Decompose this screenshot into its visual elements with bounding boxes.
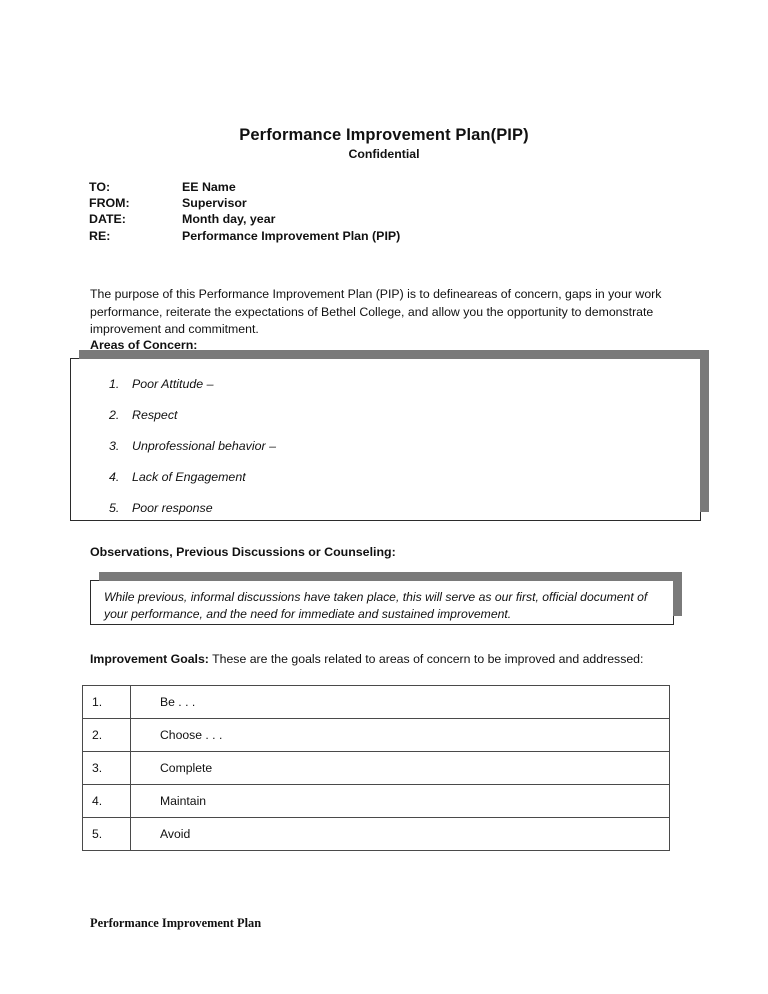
list-item-number: 3. [109,439,120,453]
list-item [71,438,700,454]
list-item [71,407,700,423]
memo-row-to [89,179,649,195]
memo-row-re [89,228,649,244]
list-item [71,500,700,516]
table-cell-number: 4. [83,785,131,818]
list-item-label: Poor Attitude – [132,377,214,391]
memo-value-date: Month day, year [182,212,276,227]
areas-of-concern-list [71,359,700,516]
improvement-goals-table [82,685,670,851]
table-cell-goal[interactable]: Maintain [131,785,670,818]
table-cell-goal[interactable]: Avoid [131,818,670,851]
memo-value-to: EE Name [182,180,236,194]
memo-value-from: Supervisor [182,196,247,211]
list-item-number: 1. [109,377,120,391]
table-row [83,752,670,785]
observations-box [90,580,674,625]
table-cell-goal[interactable]: Complete [131,752,670,785]
list-item-label: Unprofessional behavior – [132,439,276,453]
memo-label-from: FROM: [89,196,130,211]
intro-paragraph: The purpose of this Performance Improvement Plan (PIP) is to defineareas of concern, gaps in your work performance, reiterate the expectations of Bethel College, and allow you the opportunity to demonstrate improvement and commitment. [90,287,662,337]
confidentiality-label: Confidential [348,147,420,162]
table-cell-number: 2. [83,719,131,752]
list-item [71,469,700,485]
table-cell-number: 1. [83,686,131,719]
observations-heading: Observations, Previous Discussions or Counseling: [90,545,396,559]
improvement-goals-intro [90,651,670,668]
table-row [83,686,670,719]
improvement-goals-label: Improvement Goals: [90,652,209,667]
areas-of-concern-heading: Areas of Concern: [90,338,198,352]
memo-row-date [89,211,649,227]
page-footer: Performance Improvement Plan [90,916,262,930]
table-cell-goal[interactable]: Choose . . . [131,719,670,752]
page-title: Performance Improvement Plan(PIP) [239,126,529,144]
memo-value-re: Performance Improvement Plan (PIP) [182,228,401,243]
table-cell-number: 3. [83,752,131,785]
list-item-number: 4. [109,470,120,484]
table-row [83,785,670,818]
areas-of-concern-box [70,358,701,521]
memo-header [89,179,649,244]
table-row [83,818,670,851]
memo-label-date: DATE: [89,212,126,227]
title-block [0,126,768,162]
memo-label-re: RE: [89,228,111,243]
table-cell-goal[interactable]: Be . . . [131,686,670,719]
table-cell-number: 5. [83,818,131,851]
list-item-label: Poor response [132,501,213,515]
memo-row-from [89,195,649,211]
memo-label-to: TO: [89,180,111,194]
table-row [83,719,670,752]
list-item [71,376,700,392]
list-item-label: Lack of Engagement [132,470,246,484]
list-item-number: 5. [109,501,120,515]
observations-quote: While previous, informal discussions have taken place, this will serve as our first, official document of your performance, and the need for immediate and sustained improvement. [104,590,648,621]
improvement-goals-description: These are the goals related to areas of concern to be improved and addressed: [208,652,644,667]
list-item-number: 2. [109,408,120,422]
list-item-label: Respect [132,408,178,422]
